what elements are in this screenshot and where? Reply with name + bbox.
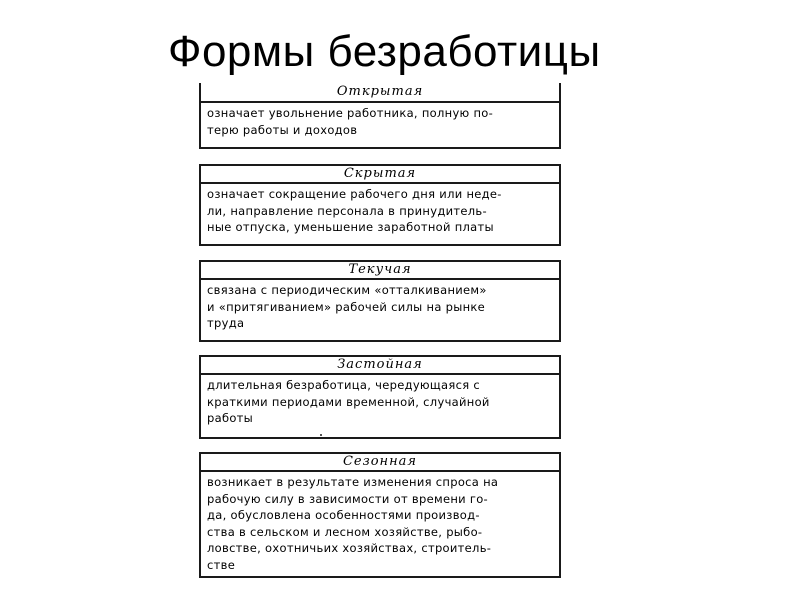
description-line: терю работы и доходов: [207, 122, 358, 137]
form-card-heading: Скрытая: [201, 166, 559, 184]
description-line: ли, направление персонала в принудитель-: [207, 203, 487, 218]
description-line: краткими периодами временной, случайной: [207, 394, 490, 409]
form-card-heading: Текучая: [201, 262, 559, 280]
form-card-description: [201, 472, 559, 575]
description-line: стве: [207, 557, 236, 572]
form-card-hidden: [199, 164, 561, 246]
form-card-heading: Сезонная: [201, 454, 559, 472]
scan-speck: [320, 434, 322, 436]
form-card-stagnant: [199, 355, 561, 439]
description-line: означает увольнение работника, полную по-: [207, 106, 494, 120]
slide-title: Формы безработицы: [168, 27, 601, 76]
form-card-description: [201, 280, 559, 334]
description-line: длительная безработица, чередующаяся с: [207, 378, 481, 392]
description-line: ловстве, охотничьих хозяйствах, строитель-: [207, 541, 492, 555]
description-line: возникает в результате изменения спроса на: [207, 475, 499, 489]
form-card-open: [199, 83, 561, 149]
description-line: да, обусловлена особенностями производ-: [207, 508, 480, 522]
description-line: рабочую силу в зависимости от времени го-: [207, 491, 488, 506]
form-card-description: [201, 184, 559, 238]
form-card-frictional: [199, 260, 561, 342]
form-card-heading: Застойная: [201, 357, 559, 375]
description-line: труда: [207, 316, 245, 330]
description-line: связана с периодическим «отталкиванием»: [207, 283, 487, 297]
description-line: работы: [207, 411, 254, 425]
description-line: означает сокращение рабочего дня или неде-: [207, 187, 502, 201]
form-card-heading: Открытая: [201, 83, 559, 103]
description-line: ства в сельском и лесном хозяйстве, рыбо-: [207, 524, 483, 539]
form-card-description: [201, 103, 559, 140]
description-line: ные отпуска, уменьшение заработной платы: [207, 220, 494, 234]
form-card-seasonal: [199, 452, 561, 578]
form-card-description: [201, 375, 559, 429]
description-line: и «притягиванием» рабочей силы на рынке: [207, 299, 486, 314]
